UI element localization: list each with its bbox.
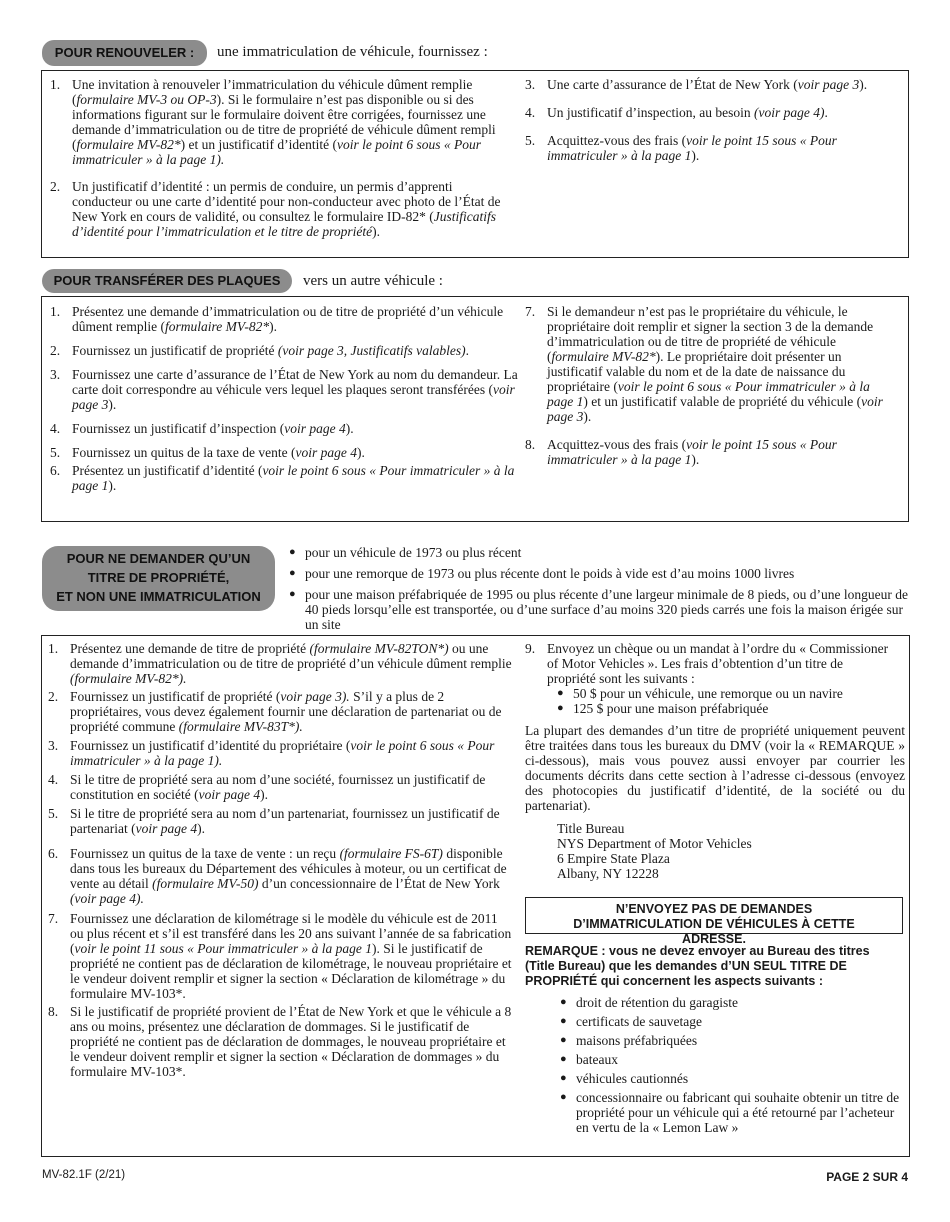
item-text	[72, 421, 520, 436]
reference-text: voir page 4	[135, 821, 198, 836]
text-run: Si le justificatif de propriété provient de l’État de New York et que le véhicule a 8 ans ou moins, présentez une déclaration de dommages. Si le justificatif de propriété ne contient pas de déclaration de dommages, le nouveau propriétaire et le vendeur doivent remplir et signer la section « Déclaration de dommages » du formulaire MV-103*.	[70, 1004, 512, 1079]
item-text	[70, 1004, 513, 1079]
item-text	[70, 911, 513, 1001]
item-text	[70, 689, 513, 734]
title-only-label-line-3: ET NON UNE IMMATRICULATION	[56, 589, 261, 604]
item-text	[72, 77, 515, 167]
numbered-item	[50, 445, 520, 460]
item-text: Envoyez un chèque ou un mandat à l’ordre du « Commissioner of Motor Vehicles ». Les frais d’obtention d’un titre de propriété sont les suivants :	[547, 641, 889, 686]
item-text	[72, 179, 515, 239]
item-number: 5.	[525, 133, 536, 148]
text-run: S’il y a plus de 2 propriétaires, vous devez également fournir une déclaration de partenariat ou de propriété commune	[70, 689, 502, 734]
reference-text: voir le point 15 sous « Pour immatriculer » à la page 1	[547, 133, 837, 163]
text-run: .	[465, 343, 470, 358]
item-text	[547, 133, 895, 163]
text-run: ).	[859, 77, 868, 92]
item-number: 4.	[525, 105, 536, 120]
reference-text: formulaire MV-82*	[164, 319, 270, 334]
reference-text: (voir page 3, Justificatifs valables)	[277, 343, 466, 358]
reference-text: (formulaire MV-82*).	[70, 671, 187, 686]
reference-text: (formulaire MV-83T*).	[178, 719, 303, 734]
text-run: Un justificatif d’identité : un permis de conduire, un permis d’apprenti conducteur ou une carte d’identité pour non-conducteur avec photo de l’État de New York en cours de validité, ou consultez le formulaire ID-82* (	[72, 179, 501, 224]
text-run: Fournissez un quitus de la taxe de vente (	[72, 445, 296, 460]
reference-text: formulaire MV-82*	[76, 137, 181, 152]
item-text	[72, 445, 520, 460]
remark-item: ● véhicules cautionnés	[556, 1071, 906, 1086]
text-run: ).	[269, 319, 277, 334]
text-run: ).	[372, 224, 380, 239]
text-run: Présentez une demande d’immatriculation ou de titre de propriété d’un véhicule dûment remplie (	[72, 304, 504, 334]
text-run: ). Si le justificatif de propriété ne contient pas de déclaration de kilométrage, le nouveau propriétaire et le vendeur doivent remplir et signer la section « Déclaration de kilométrage » du formulaire MV-103*.	[70, 941, 512, 1001]
numbered-item	[50, 343, 520, 358]
reference-text: voir page 4	[295, 445, 357, 460]
mail-paragraph: La plupart des demandes d’un titre de propriété uniquement peuvent être traitées dans tous les bureaux du DMV (voir la « REMARQUE » ci-dessous), mais vous pouvez aussi envoyer par courrier les documents décrits dans cette section à l’adresse ci-dessous (envoyez des photocopies du justificatif d’identité, de la société ou du partenariat).	[525, 723, 905, 813]
remark-item: ● maisons préfabriquées	[556, 1033, 906, 1048]
condition-item: ● pour une maison préfabriquée de 1995 ou plus récente d’une largeur minimale de 8 pieds, ou d’une longueur de 40 pieds lorsqu’elle est transportée, ou d’une surface d’au moins 320 pieds carrés une fois la maison érigée sur un site	[285, 587, 910, 632]
text-run: Si le titre de propriété sera au nom d’une société, fournissez un justificatif de constitution en société (	[70, 772, 486, 802]
text-run: ).	[108, 478, 117, 493]
numbered-item	[50, 179, 515, 239]
remark-list	[556, 995, 906, 1135]
numbered-item	[50, 463, 520, 493]
renew-left-column	[50, 77, 515, 239]
numbered-item	[50, 367, 520, 412]
text-run: .	[824, 105, 828, 120]
item-number: 9.	[525, 641, 536, 656]
title-only-section-label	[42, 546, 275, 611]
item-text	[72, 463, 520, 493]
reference-text: voir le point 15 sous « Pour immatriculer » à la page 1	[547, 437, 837, 467]
item-number: 7.	[48, 911, 59, 926]
title-only-conditions	[285, 545, 910, 632]
text-run: Fournissez un justificatif d’inspection (	[72, 421, 285, 436]
reference-text: voir le point 6 sous « Pour immatriculer » à la page 1).	[72, 137, 481, 167]
text-run: ).	[108, 397, 117, 412]
form-identifier: MV-82.1F (2/21)	[42, 1169, 126, 1181]
item-number: 1.	[50, 77, 61, 92]
item-number: 2.	[48, 689, 59, 704]
item-text	[547, 304, 895, 424]
numbered-item	[50, 421, 520, 436]
reference-text: voir le point 6 sous « Pour immatriculer » à la page 1	[547, 379, 870, 409]
renew-lead-text: une immatriculation de véhicule, fournissez :	[217, 44, 488, 60]
reference-text: (voir page 4)	[753, 105, 825, 120]
reference-text: (voir page 4).	[70, 891, 144, 906]
reference-text: Justificatifs d’identité pour l’immatriculation et le titre de propriété	[72, 209, 497, 239]
address-line: Title Bureau	[557, 821, 625, 836]
condition-item: ● pour un véhicule de 1973 ou plus récent	[285, 545, 910, 560]
item-text	[70, 772, 513, 802]
item-text	[547, 437, 895, 467]
text-run: ).	[583, 409, 592, 424]
transfer-right-column	[525, 304, 895, 467]
reference-text: voir page 4	[198, 787, 261, 802]
text-run: ou une demande d’immatriculation ou de titre de propriété d’un véhicule dûment remplie	[70, 641, 512, 671]
item-number: 2.	[50, 179, 61, 194]
mailing-address	[557, 821, 752, 881]
remark-item: ● bateaux	[556, 1052, 906, 1067]
reference-text: voir le point 6 sous « Pour immatriculer » à la page 1	[72, 463, 515, 493]
text-run: disponible dans tous les bureaux du Département des véhicules à moteur, ou un certificat de vente au détail	[70, 846, 507, 891]
numbered-item	[525, 133, 895, 163]
remark-item: ● certificats de sauvetage	[556, 1014, 906, 1029]
text-run: ).	[691, 452, 700, 467]
numbered-item	[50, 77, 515, 167]
fee-item: ● 50 $ pour un véhicule, une remorque ou un navire	[553, 686, 895, 701]
numbered-item	[48, 846, 513, 906]
text-run: Fournissez un justificatif d’identité du propriétaire (	[70, 738, 351, 753]
text-run: Une invitation à renouveler l’immatriculation du véhicule dûment remplie (	[72, 77, 473, 107]
address-line: NYS Department of Motor Vehicles	[557, 836, 752, 851]
item-text	[70, 806, 513, 836]
item-text	[70, 738, 513, 768]
text-run: Acquittez-vous des frais (	[547, 133, 687, 148]
numbered-item	[48, 911, 513, 1001]
numbered-item	[48, 641, 513, 686]
text-run: Fournissez un justificatif de propriété (	[70, 689, 281, 704]
remark-item: ● droit de rétention du garagiste	[556, 995, 906, 1010]
text-run: Fournissez un quitus de la taxe de vente : un reçu	[70, 846, 340, 861]
item-text	[72, 343, 520, 358]
fee-item: ● 125 $ pour une maison préfabriquée	[553, 701, 895, 716]
item-number: 8.	[525, 437, 536, 452]
renew-section-label: POUR RENOUVELER :	[42, 40, 207, 66]
numbered-item	[48, 738, 513, 768]
numbered-item	[525, 641, 895, 686]
reference-text: (formulaire MV-50)	[152, 876, 259, 891]
item-number: 8.	[48, 1004, 59, 1019]
text-run: Présentez une demande de titre de propriété	[70, 641, 310, 656]
numbered-item	[525, 437, 895, 467]
item-text	[547, 105, 895, 120]
text-run: ).	[197, 821, 205, 836]
text-run: ).	[356, 445, 365, 460]
remark-item: ● concessionnaire ou fabricant qui souhaite obtenir un titre de propriété pour un véhicule qui a été retourné par l’acheteur en vertu de la « Lemon Law »	[556, 1090, 906, 1135]
text-run: Fournissez un justificatif de propriété	[72, 343, 278, 358]
numbered-item	[48, 806, 513, 836]
warning-box: N’ENVOYEZ PAS DE DEMANDES D’IMMATRICULATION DE VÉHICULES À CETTE ADRESSE.	[525, 897, 903, 934]
reference-text: voir page 3	[547, 394, 883, 424]
item-number: 5.	[48, 806, 59, 821]
fee-list	[553, 686, 895, 716]
address-line: 6 Empire State Plaza	[557, 851, 670, 866]
item-number: 3.	[50, 367, 61, 382]
renew-right-column	[525, 77, 895, 163]
reference-text: formulaire MV-3 ou OP-3	[76, 92, 217, 107]
reference-text: (formulaire MV-82TON*)	[309, 641, 449, 656]
text-run: Si le titre de propriété sera au nom d’un partenariat, fournissez un justificatif de partenariat (	[70, 806, 500, 836]
title-only-item-9	[525, 641, 895, 716]
item-text	[72, 304, 520, 334]
transfer-left-column	[50, 304, 520, 493]
text-run: d’un concessionnaire de l’État de New York	[258, 876, 500, 891]
item-number: 1.	[50, 304, 61, 319]
title-only-label-line-1: POUR NE DEMANDER QU’UN	[66, 551, 251, 566]
item-number: 6.	[50, 463, 61, 478]
title-only-label-line-2: TITRE DE PROPRIÉTÉ,	[87, 570, 230, 585]
item-number: 3.	[48, 738, 59, 753]
text-run: ) et un justificatif valable de propriété du véhicule (	[583, 394, 862, 409]
reference-text: voir le point 11 sous « Pour immatriculer » à la page 1	[74, 941, 372, 956]
numbered-item	[525, 105, 895, 120]
remark-note: REMARQUE : vous ne devez envoyer au Bureau des titres (Title Bureau) que les demandes d’UN SEUL TITRE DE PROPRIÉTÉ qui concernent les aspects suivants :	[525, 944, 870, 988]
numbered-item	[48, 772, 513, 802]
reference-text: (formulaire FS-6T)	[339, 846, 443, 861]
text-run: ) et un justificatif d’identité (	[180, 137, 337, 152]
condition-item: ● pour une remorque de 1973 ou plus récente dont le poids à vide est d’au moins 1000 livres	[285, 566, 910, 581]
transfer-lead-text: vers un autre véhicule :	[303, 273, 443, 289]
text-run: ). Le propriétaire doit présenter un justificatif valable du nom et de la date de naissance du propriétaire (	[547, 349, 846, 394]
item-number: 5.	[50, 445, 61, 460]
transfer-section-label: POUR TRANSFÉRER DES PLAQUES	[42, 269, 292, 293]
numbered-item	[50, 304, 520, 334]
address-line: Albany, NY 12228	[557, 866, 659, 881]
text-run: Une carte d’assurance de l’État de New York (	[547, 77, 798, 92]
item-text	[72, 367, 520, 412]
item-number: 2.	[50, 343, 61, 358]
page-number: PAGE 2 SUR 4	[826, 1170, 908, 1184]
item-number: 3.	[525, 77, 536, 92]
reference-text: voir page 3	[797, 77, 860, 92]
reference-text: voir le point 6 sous « Pour immatriculer » à la page 1).	[70, 738, 495, 768]
text-run: Fournissez une déclaration de kilométrage si le modèle du véhicule est de 2011 ou plus récent et s’il est transféré dans les 20 ans suivant l’année de sa fabrication (	[70, 911, 512, 956]
item-text	[547, 77, 895, 92]
reference-text: voir page 3	[72, 382, 515, 412]
text-run: Présentez un justificatif d’identité (	[72, 463, 263, 478]
text-run: Fournissez une carte d’assurance de l’État de New York au nom du demandeur. La carte doit correspondre au véhicule vers lequel les plaques seront transférées (	[72, 367, 518, 397]
item-number: 7.	[525, 304, 536, 319]
reference-text: formulaire MV-82*	[551, 349, 656, 364]
item-text	[70, 641, 513, 686]
numbered-item	[48, 1004, 513, 1079]
text-run: Si le demandeur n’est pas le propriétaire du véhicule, le propriétaire doit remplir et signer la section 3 de la demande d’immatriculation ou de titre de propriété de véhicule (	[547, 304, 874, 364]
text-run: Un justificatif d’inspection, au besoin	[547, 105, 754, 120]
text-run: ).	[345, 421, 354, 436]
text-run: ). Si le formulaire n’est pas disponible ou si des informations figurant sur le formulaire doivent être corrigées, fournissez une demande d’immatriculation ou de titre de propriété de véhicule dûment rempli (	[72, 92, 496, 152]
text-run: ).	[691, 148, 700, 163]
text-run: Acquittez-vous des frais (	[547, 437, 687, 452]
item-text	[70, 846, 513, 906]
text-run: ).	[260, 787, 268, 802]
item-number: 4.	[50, 421, 61, 436]
numbered-item	[48, 689, 513, 734]
item-number: 6.	[48, 846, 59, 861]
item-number: 4.	[48, 772, 59, 787]
item-number: 1.	[48, 641, 59, 656]
numbered-item	[525, 304, 895, 424]
reference-text: voir page 3).	[280, 689, 350, 704]
numbered-item	[525, 77, 895, 92]
title-only-left-column	[48, 641, 513, 1079]
reference-text: voir page 4	[284, 421, 346, 436]
